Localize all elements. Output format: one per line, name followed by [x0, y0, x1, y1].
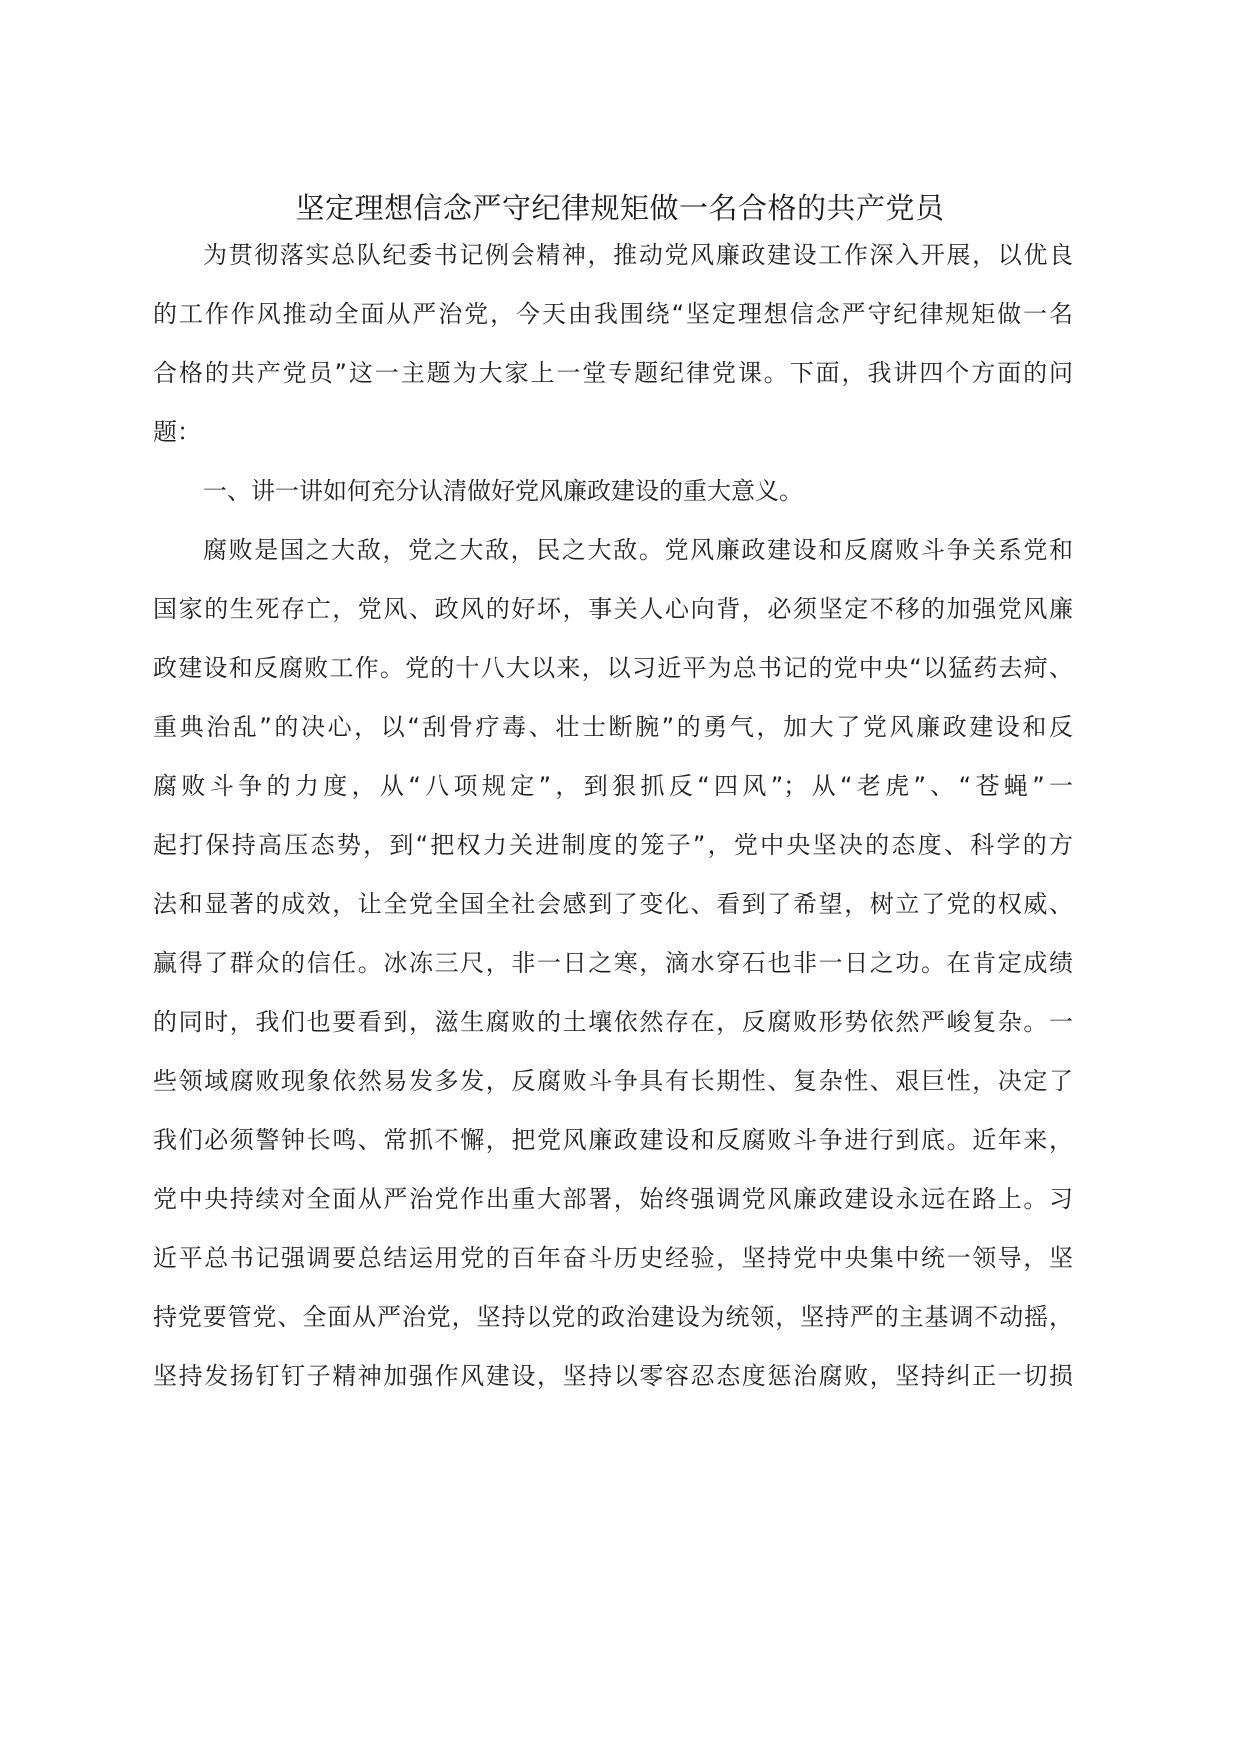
paragraph-2-line-9: 的同时，我们也要看到，滋生腐败的土壤依然存在，反腐败形势依然严峻复杂。一 [153, 1008, 1073, 1036]
paragraph-2-line-13: 近平总书记强调要总结运用党的百年奋斗历史经验，坚持党中央集中统一领导，坚 [153, 1244, 1073, 1272]
document-title: 坚定理想信念严守纪律规矩做一名合格的共产党员 [295, 191, 945, 225]
paragraph-1-line-2: 的工作作风推动全面从严治党，今天由我围绕“坚定理想信念严守纪律规矩做一名 [153, 300, 1073, 328]
paragraph-1-line-1: 为贯彻落实总队纪委书记例会精神，推动党风廉政建设工作深入开展，以优良 [203, 241, 1073, 269]
paragraph-2-line-7: 法和显著的成效，让全党全国全社会感到了变化、看到了希望，树立了党的权威、 [153, 890, 1073, 918]
paragraph-2-line-8: 赢得了群众的信任。冰冻三尺，非一日之寒，滴水穿石也非一日之功。在肯定成绩 [153, 949, 1073, 977]
paragraph-2-line-3: 政建设和反腐败工作。党的十八大以来，以习近平为总书记的党中央“以猛药去疴、 [153, 654, 1073, 682]
paragraph-1-line-3: 合格的共产党员”这一主题为大家上一堂专题纪律党课。下面，我讲四个方面的问 [153, 359, 1073, 387]
paragraph-2-line-12: 党中央持续对全面从严治党作出重大部署，始终强调党风廉政建设永远在路上。习 [153, 1185, 1073, 1213]
paragraph-2-line-14: 持党要管党、全面从严治党，坚持以党的政治建设为统领，坚持严的主基调不动摇， [153, 1303, 1073, 1331]
paragraph-2-line-1: 腐败是国之大敌，党之大敌，民之大敌。党风廉政建设和反腐败斗争关系党和 [203, 536, 1073, 564]
paragraph-2-line-11: 我们必须警钟长鸣、常抓不懈，把党风廉政建设和反腐败斗争进行到底。近年来， [153, 1126, 1073, 1154]
paragraph-1-line-4: 题： [153, 418, 201, 446]
paragraph-2-line-2: 国家的生死存亡，党风、政风的好坏，事关人心向背，必须坚定不移的加强党风廉 [153, 595, 1073, 623]
paragraph-2-line-10: 些领域腐败现象依然易发多发，反腐败斗争具有长期性、复杂性、艰巨性，决定了 [153, 1067, 1073, 1095]
paragraph-2-line-5: 腐败斗争的力度，从“八项规定”，到狠抓反“四风”；从“老虎”、“苍蝇”一 [153, 772, 1073, 800]
paragraph-2-line-6: 起打保持高压态势，到“把权力关进制度的笼子”，党中央坚决的态度、科学的方 [153, 831, 1073, 859]
section-heading-1: 一、讲一讲如何充分认清做好党风廉政建设的重大意义。 [203, 477, 803, 505]
paragraph-2-line-15: 坚持发扬钉钉子精神加强作风建设，坚持以零容忍态度惩治腐败，坚持纠正一切损 [153, 1362, 1073, 1390]
paragraph-2-line-4: 重典治乱”的决心，以“刮骨疗毒、壮士断腕”的勇气，加大了党风廉政建设和反 [153, 713, 1073, 741]
